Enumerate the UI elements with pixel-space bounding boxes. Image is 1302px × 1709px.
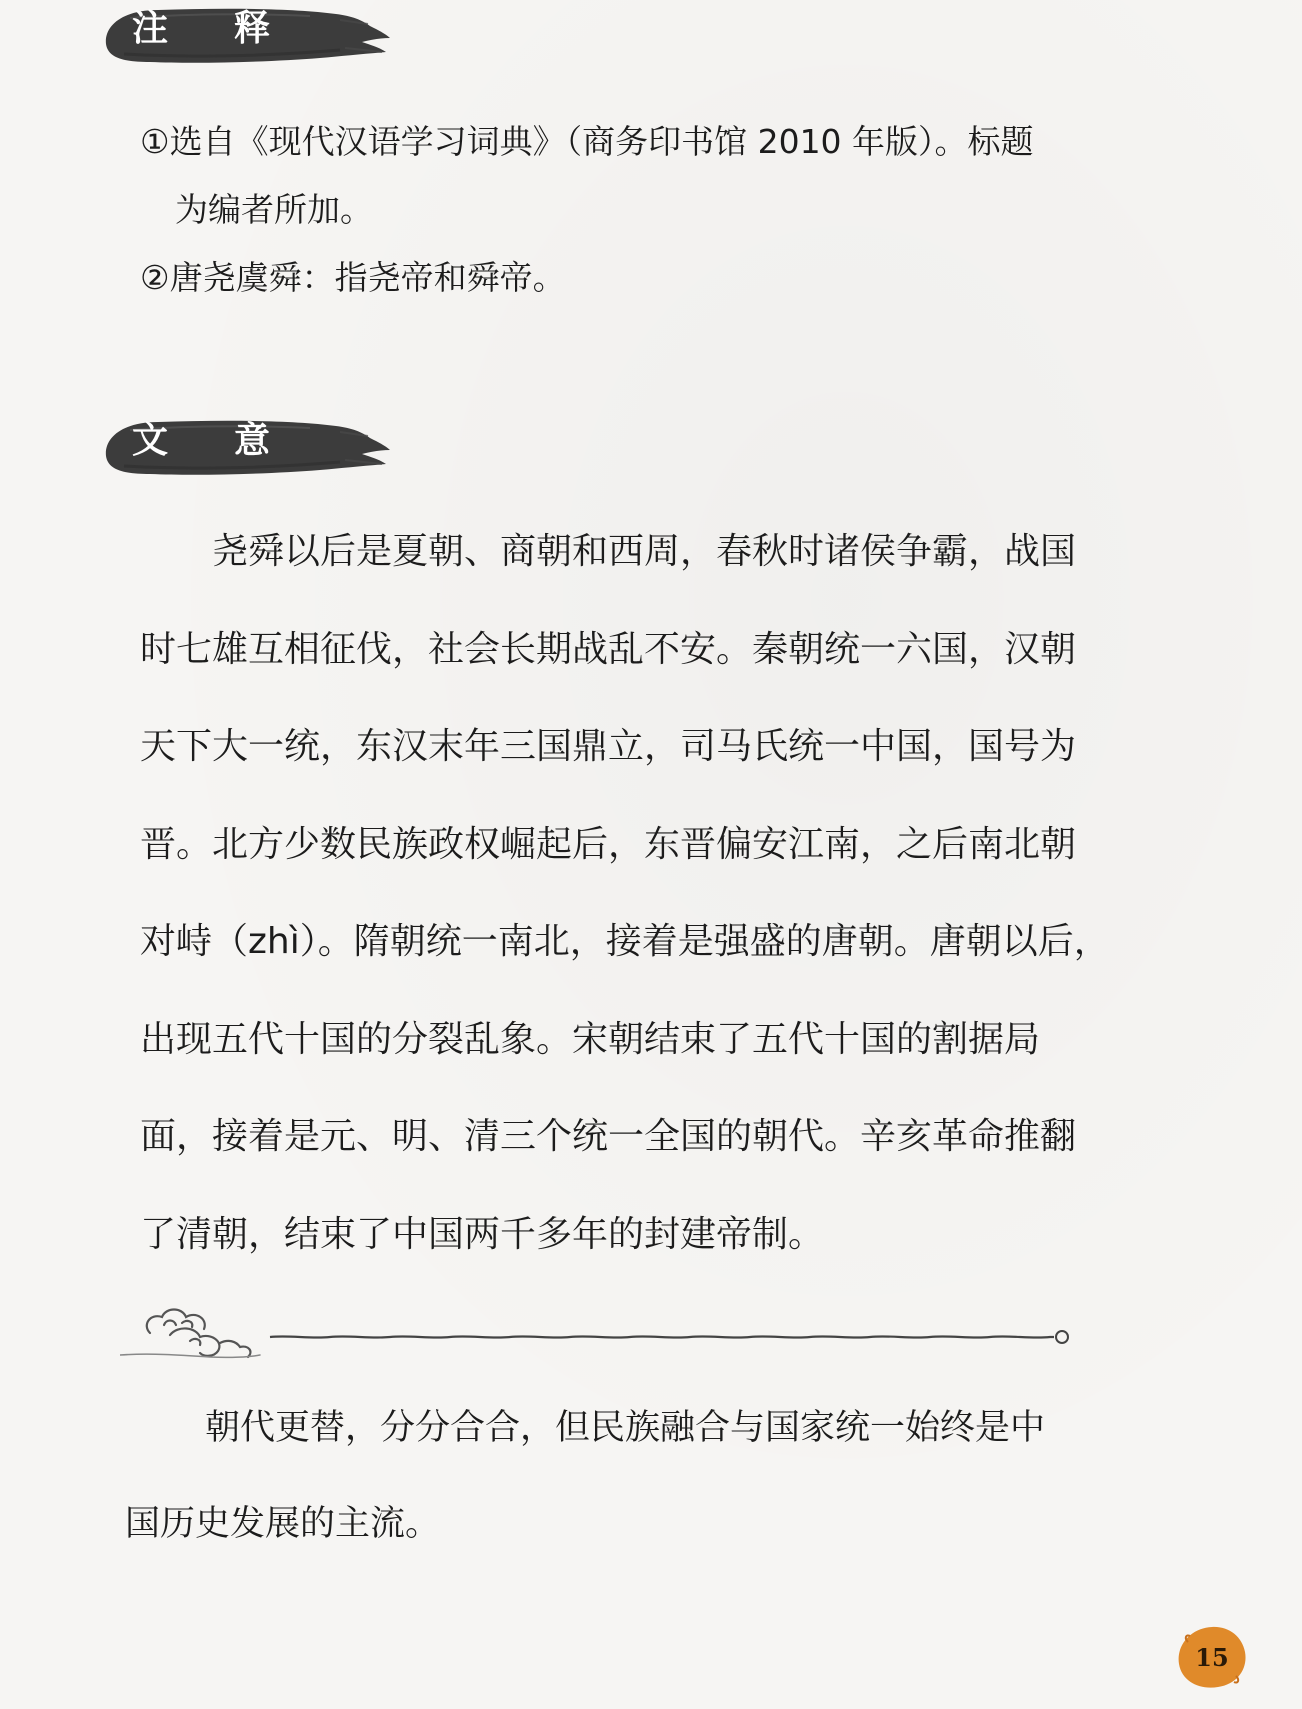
- note-1-line-1: ①选自《现代汉语学习词典》（商务印书馆 2010 年版）。标题: [140, 122, 1034, 161]
- meaning-section-header: [100, 412, 390, 492]
- notes-header-char-1: 注: [132, 7, 169, 49]
- meaning-line: 时七雄互相征伐，社会长期战乱不安。秦朝统一六国，汉朝: [140, 628, 1077, 670]
- page-number: 15: [1195, 1642, 1229, 1672]
- note-2: ②唐尧虞舜：指尧帝和舜帝。: [140, 258, 566, 297]
- meaning-line: 晋。北方少数民族政权崛起后，东晋偏安江南，之后南北朝: [140, 823, 1077, 865]
- notes-header-char-2: 释: [234, 7, 271, 49]
- meaning-line: 天下大一统，东汉末年三国鼎立，司马氏统一中国，国号为: [140, 726, 1077, 767]
- summary-line: 国历史发展的主流。: [125, 1504, 441, 1544]
- meaning-line: 尧舜以后是夏朝、商朝和西周，春秋时诸侯争霸，战国: [212, 531, 1077, 572]
- meaning-header-char-2: 意: [234, 419, 271, 461]
- note-1-line-2: 为编者所加。: [175, 190, 373, 229]
- notes-list: [140, 108, 1170, 312]
- meaning-line: 了清朝，结束了中国两千多年的封建帝制。: [140, 1213, 825, 1255]
- meaning-line: 面，接着是元、明、清三个统一全国的朝代。辛亥革命推翻: [140, 1116, 1077, 1157]
- auspicious-cloud-icon: [120, 1310, 260, 1358]
- summary-line: 朝代更替，分分合合，但民族融合与国家统一始终是中: [205, 1408, 1046, 1448]
- notes-section-header: [100, 0, 390, 80]
- divider-line: [270, 1336, 1054, 1337]
- meaning-header-char-1: 文: [132, 419, 169, 461]
- summary-paragraph: [125, 1380, 1185, 1572]
- meaning-line: 对峙（zhì）。隋朝统一南北，接着是强盛的唐朝。唐朝以后，: [140, 921, 1110, 962]
- meaning-paragraph: [140, 503, 1185, 1283]
- meaning-line: 出现五代十国的分裂乱象。宋朝结束了五代十国的割据局: [140, 1018, 1041, 1060]
- divider-end-circle: [1056, 1331, 1068, 1343]
- page-number-badge: [1176, 1624, 1248, 1690]
- cloud-divider: [120, 1295, 1170, 1375]
